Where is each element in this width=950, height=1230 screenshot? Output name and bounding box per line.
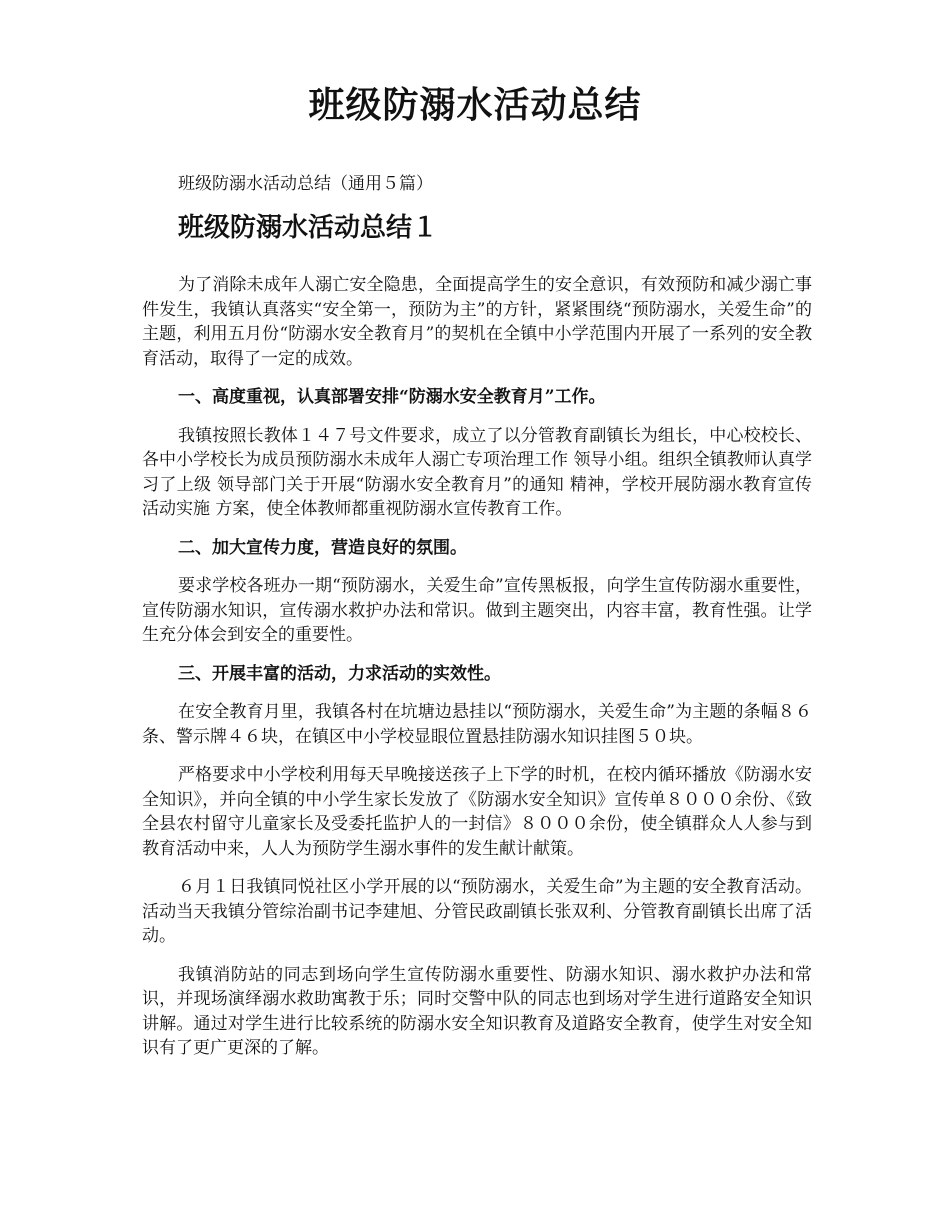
document-subtitle: 班级防溺水活动总结（通用５篇） xyxy=(178,174,433,194)
section-heading: 班级防溺水活动总结１ xyxy=(178,213,439,243)
paragraph: ６月１日我镇同悦社区小学开展的以“预防溺水，关爱生命”为主题的安全教育活动。活动当天我镇分管综治副书记李建旭、分管民政副镇长张双利、分管教育副镇长出席了活动。 xyxy=(142,877,812,946)
document-body xyxy=(142,273,812,1075)
subheading-3: 三、开展丰富的活动，力求活动的实效性。 xyxy=(178,663,501,684)
paragraph: 我镇消防站的同志到场向学生宣传防溺水重要性、防溺水知识、溺水救护办法和常识，并现场演绎溺水救助寓教于乐；同时交警中队的同志也到场对学生进行道路安全知识讲解。通过对学生进行比较系统的防溺水安全知识教育及道路安全教育，使学生对安全知识有了更广更深的了解。 xyxy=(142,964,812,1058)
paragraph: 在安全教育月里，我镇各村在坑塘边悬挂以“预防溺水，关爱生命”为主题的条幅８６条、警示牌４６块，在镇区中小学校显眼位置悬挂防溺水知识挂图５０块。 xyxy=(142,702,812,747)
paragraph: 严格要求中小学校利用每天早晚接送孩子上下学的时机，在校内循环播放《防溺水安全知识》，并向全镇的中小学生家长发放了《防溺水安全知识》宣传单８０００余份、《致全县农村留守儿童家长及受委托监护人的一封信》８０００余份，使全镇群众人人参与到教育活动中来，人人为预防学生溺水事件的发生献计献策。 xyxy=(142,765,812,859)
document-title: 班级防溺水活动总结 xyxy=(308,84,642,126)
paragraph: 我镇按照长教体１４７号文件要求，成立了以分管教育副镇长为组长，中心校校长、各中小学校长为成员预防溺水未成年人溺亡专项治理工作 领导小组。组织全镇教师认真学习了上级 领导部门关于开展“防溺水安全教育月”的通知 精神，学校开展防溺水教育宣传活动实施 方案，使全体教师都重视防溺水宣传教育工作。 xyxy=(142,425,812,519)
subheading-2: 二、加大宣传力度，营造良好的氛围。 xyxy=(178,537,467,558)
paragraph: 要求学校各班办一期“预防溺水，关爱生命”宣传黑板报，向学生宣传防溺水重要性，宣传防溺水知识，宣传溺水救护办法和常识。做到主题突出，内容丰富，教育性强。让学生充分体会到安全的重要性。 xyxy=(142,576,812,645)
paragraph-intro: 为了消除未成年人溺亡安全隐患，全面提高学生的安全意识，有效预防和减少溺亡事件发生，我镇认真落实“安全第一，预防为主”的方针，紧紧围绕“预防溺水，关爱生命”的主题，利用五月份“防溺水安全教育月”的契机在全镇中小学范围内开展了一系列的安全教育活动，取得了一定的成效。 xyxy=(142,275,812,369)
subheading-1: 一、高度重视，认真部署安排“防溺水安全教育月”工作。 xyxy=(178,387,606,407)
